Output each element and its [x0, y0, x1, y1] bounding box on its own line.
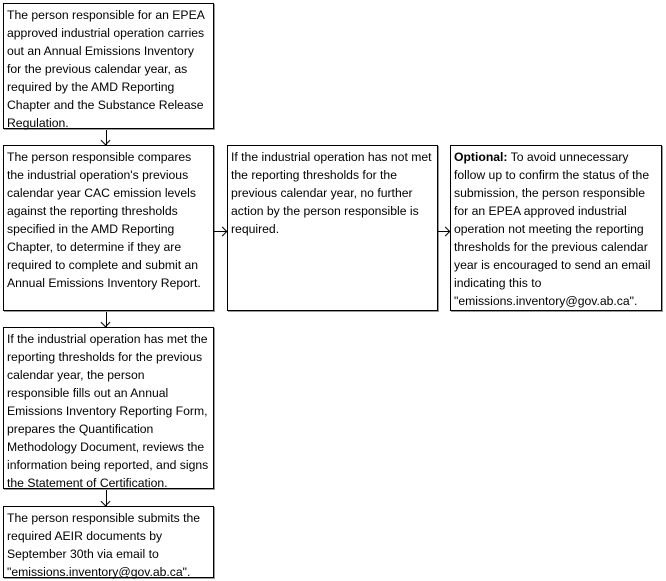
arrow-down-icon [106, 490, 107, 506]
step-text: If the industrial operation has not met the reporting thresholds for the previous calendar year, no further action by the person responsible is required. [231, 150, 432, 236]
step-text: The person responsible compares the industrial operation's previous calendar year CAC emission levels against the reporting thresholds specified in the AMD Reporting Chapter, to determine if they are required to complete and submit an Annual Emissions Inventory Report. [7, 150, 201, 290]
step-text: To avoid unnecessary follow up to confirm the status of the submission, the person responsible for an EPEA approved industrial operation not meeting the reporting thresholds for the previous calendar year is encouraged to send an email indicating this to "emissions.inventory@gov.ab.ca". [454, 150, 651, 308]
arrow-down-icon [106, 312, 107, 327]
optional-label: Optional: [454, 150, 508, 164]
arrow-right-icon [214, 231, 227, 232]
step-annual-inventory [3, 3, 214, 129]
step-text: The person responsible submits the required AEIR documents by September 30th via email to "emissions.inventory@gov.ab.ca". [7, 511, 201, 579]
step-text: If the industrial operation has met the reporting thresholds for the previous calendar year, the person responsible fills out an Annual Emissions Inventory Reporting Form, prepares the Quantification Methodology Document, reviews the information being reported, and signs the Statement of Certification. [7, 332, 209, 490]
step-text: The person responsible for an EPEA approved industrial operation carries out an Annual Emissions Inventory for the previous calendar year, as required by the AMD Reporting Chapter and the Substance Release Regulation. [7, 8, 205, 130]
step-not-met [227, 145, 438, 311]
step-submit [3, 506, 214, 578]
step-compare-thresholds [3, 145, 214, 311]
step-optional-email [450, 145, 662, 311]
step-met [3, 327, 214, 489]
arrow-right-icon [438, 231, 450, 232]
arrow-down-icon [106, 130, 107, 145]
